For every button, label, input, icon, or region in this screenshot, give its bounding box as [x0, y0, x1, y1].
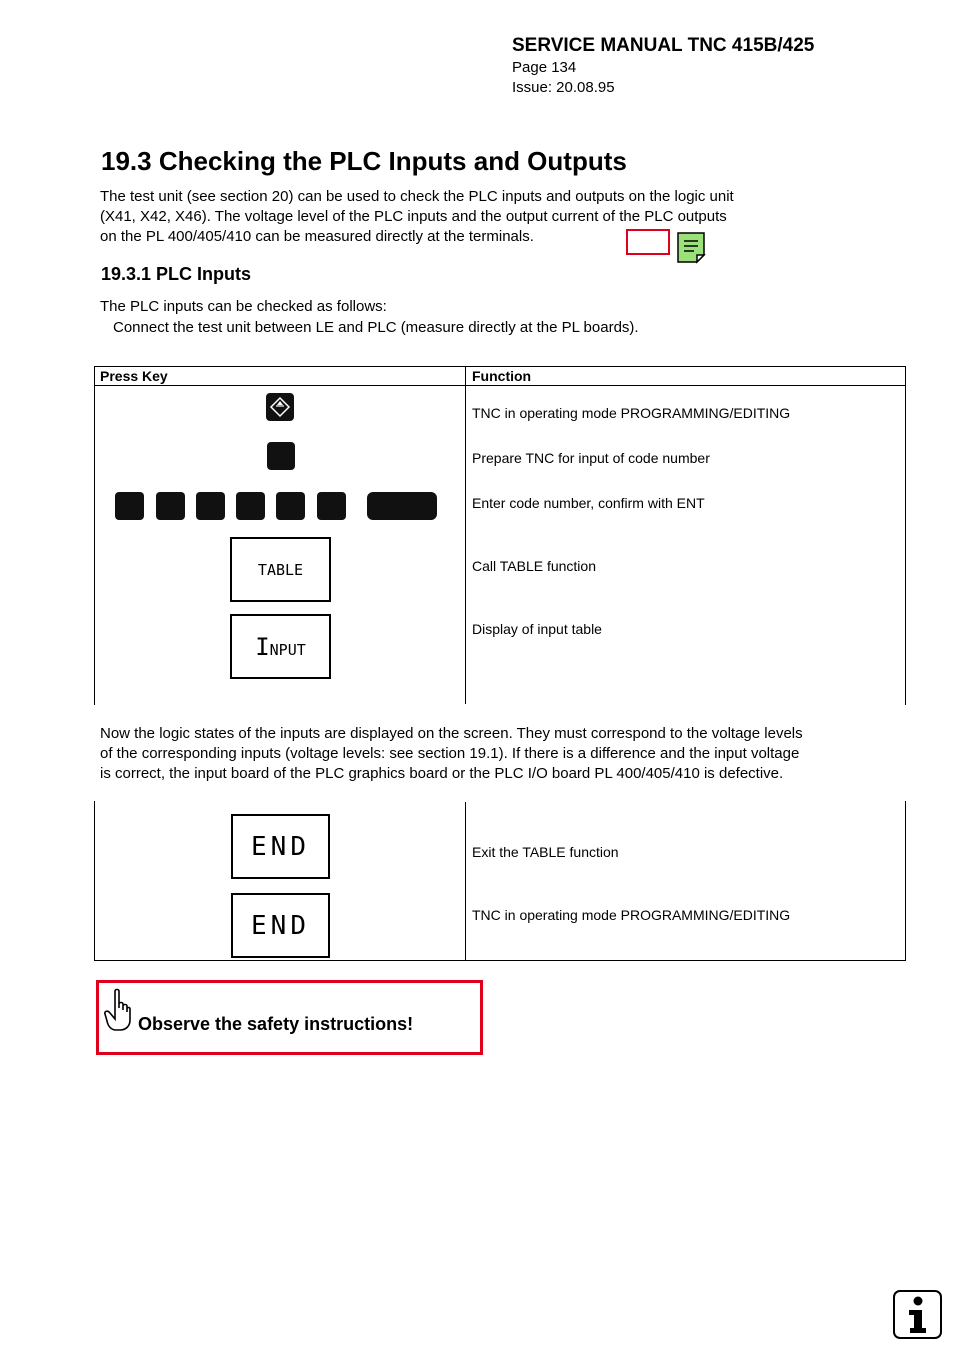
intro-line-1: The test unit (see section 20) can be used to check the PLC inputs and outputs on the logic unit [100, 188, 734, 205]
middle-line-3: is correct, the input board of the PLC graphics board or the PLC I/O board PL 400/405/410 is defective. [100, 765, 784, 782]
function-row-3: Enter code number, confirm with ENT [472, 495, 705, 511]
digit-key-3[interactable] [196, 492, 225, 520]
reference-link-box[interactable] [626, 229, 670, 255]
border-gap-right [905, 705, 908, 801]
safety-warning-text: Observe the safety instructions! [138, 1014, 414, 1034]
page-number: Page 134 [512, 59, 577, 76]
end-softkey-2-label: END [251, 910, 310, 941]
digit-key-6[interactable] [317, 492, 346, 520]
digit-key-5[interactable] [276, 492, 305, 520]
end-softkey-1[interactable] [231, 814, 330, 879]
input-softkey-rest: NPUT [269, 640, 306, 659]
programming-mode-key[interactable] [266, 393, 294, 421]
note-icon[interactable] [677, 232, 707, 269]
function-row-2: Prepare TNC for input of code number [472, 450, 710, 466]
border-gap-left [93, 705, 96, 801]
digit-key-4[interactable] [236, 492, 265, 520]
function-row-7: TNC in operating mode PROGRAMMING/EDITING [472, 907, 791, 923]
end-softkey-2[interactable] [231, 893, 330, 958]
subsection-title: 19.3.1 PLC Inputs [101, 264, 252, 284]
manual-title: SERVICE MANUAL TNC 415B/425 [512, 35, 815, 56]
digit-key-1[interactable] [115, 492, 144, 520]
function-row-1: TNC in operating mode PROGRAMMING/EDITING [472, 405, 791, 421]
function-row-5: Display of input table [472, 621, 602, 637]
column-divider-bottom [465, 802, 466, 961]
subsection-line-1: The PLC inputs can be checked as follows: [100, 298, 387, 315]
table-softkey-label: TABLE [257, 560, 304, 579]
end-softkey-1-label: END [251, 831, 310, 862]
table-softkey[interactable] [230, 537, 331, 602]
pointing-hand-icon [104, 988, 132, 1037]
middle-line-2: of the corresponding inputs (voltage levels: see section 19.1). If there is a difference and the input voltage [100, 745, 800, 762]
info-icon [895, 1292, 940, 1337]
input-softkey-initial: I [255, 632, 270, 661]
programming-mode-icon [266, 393, 294, 421]
function-row-4: Call TABLE function [472, 558, 596, 574]
intro-line-3: on the PL 400/405/410 can be measured directly at the terminals. [100, 228, 534, 245]
digit-key-2[interactable] [156, 492, 185, 520]
col-press-key: Press Key [100, 368, 168, 384]
input-softkey[interactable] [230, 614, 331, 679]
middle-line-1: Now the logic states of the inputs are displayed on the screen. They must correspond to the voltage levels [100, 725, 803, 742]
ent-key[interactable] [367, 492, 437, 520]
mod-key[interactable] [267, 442, 295, 470]
column-divider-top [465, 366, 466, 704]
intro-line-2: (X41, X42, X46). The voltage level of the PLC inputs and the output current of the PLC outputs [100, 208, 727, 225]
col-function: Function [472, 368, 532, 384]
section-title: 19.3 Checking the PLC Inputs and Outputs [101, 146, 627, 176]
issue-date: Issue: 20.08.95 [512, 79, 615, 96]
subsection-line-2: Connect the test unit between LE and PLC (measure directly at the PL boards). [113, 319, 639, 336]
info-button[interactable] [893, 1290, 942, 1339]
function-row-6: Exit the TABLE function [472, 844, 619, 860]
